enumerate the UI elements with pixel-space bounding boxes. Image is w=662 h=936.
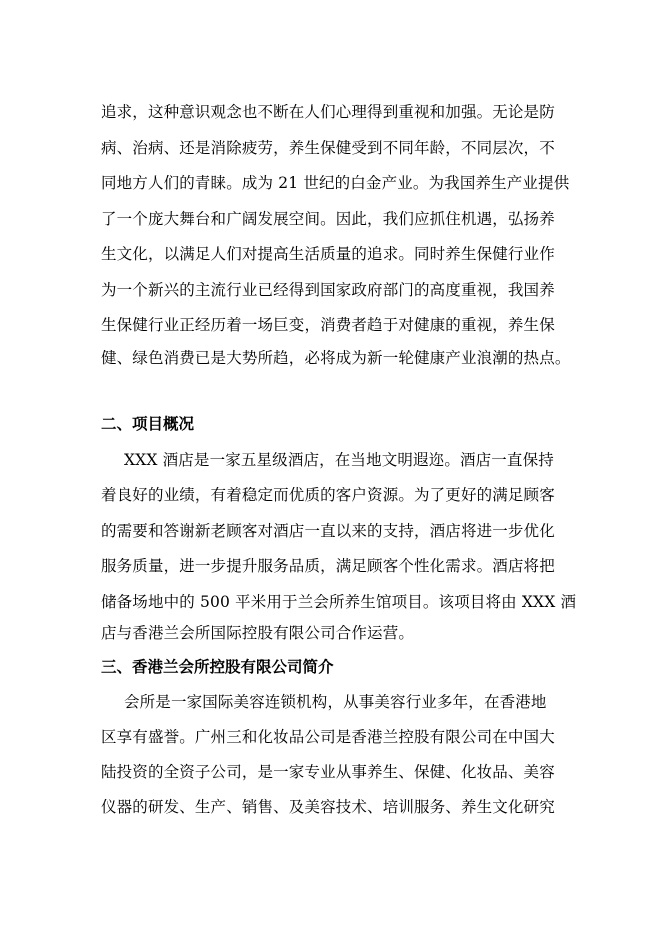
paragraph-line: 区享有盛誉。广州三和化妆品公司是香港兰控股有限公司在中国大 (101, 728, 555, 746)
section-heading: 三、香港兰会所控股有限公司简介 (101, 657, 334, 676)
paragraph-line: 会所是一家国际美容连锁机构，从事美容行业多年，在香港地 (124, 693, 547, 711)
paragraph-line: 为一个新兴的主流行业已经得到国家政府部门的高度重视，我国养 (101, 281, 555, 299)
paragraph-line: XXX 酒店是一家五星级酒店，在当地文明遐迩。酒店一直保持 (124, 451, 554, 469)
paragraph-line: 生保健行业正经历着一场巨变，消费者趋于对健康的重视，养生保 (101, 316, 555, 334)
paragraph-line: 储备场地中的 500 平米用于兰会所养生馆项目。该项目将由 XXX 酒 (101, 593, 577, 611)
paragraph-line: 陆投资的全资子公司，是一家专业从事养生、保健、化妆品、美容 (101, 763, 555, 781)
paragraph-line: 着良好的业绩，有着稳定而优质的客户资源。为了更好的满足顾客 (101, 486, 555, 504)
paragraph-line: 追求，这种意识观念也不断在人们心理得到重视和加强。无论是防 (101, 103, 555, 121)
paragraph-line: 的需要和答谢新老顾客对酒店一直以来的支持，酒店将进一步优化 (101, 522, 555, 540)
paragraph-line: 服务质量，进一步提升服务品质，满足顾客个性化需求。酒店将把 (101, 557, 555, 575)
paragraph-line: 仪器的研发、生产、销售、及美容技术、培训服务、养生文化研究 (101, 798, 555, 816)
paragraph-line: 了一个庞大舞台和广阔发展空间。因此，我们应抓住机遇，弘扬养 (101, 210, 555, 228)
paragraph-line: 生文化，以满足人们对提高生活质量的追求。同时养生保健行业作 (101, 245, 555, 263)
paragraph-line: 店与香港兰会所国际控股有限公司合作运营。 (101, 624, 415, 642)
section-heading: 二、项目概况 (101, 414, 195, 433)
paragraph-line: 同地方人们的青睐。成为 21 世纪的白金产业。为我国养生产业提供 (101, 174, 570, 192)
paragraph-line: 病、治病、还是消除疲劳，养生保健受到不同年龄，不同层次，不 (101, 139, 555, 157)
paragraph-line: 健、绿色消费已是大势所趋，必将成为新一轮健康产业浪潮的热点。 (101, 349, 571, 367)
